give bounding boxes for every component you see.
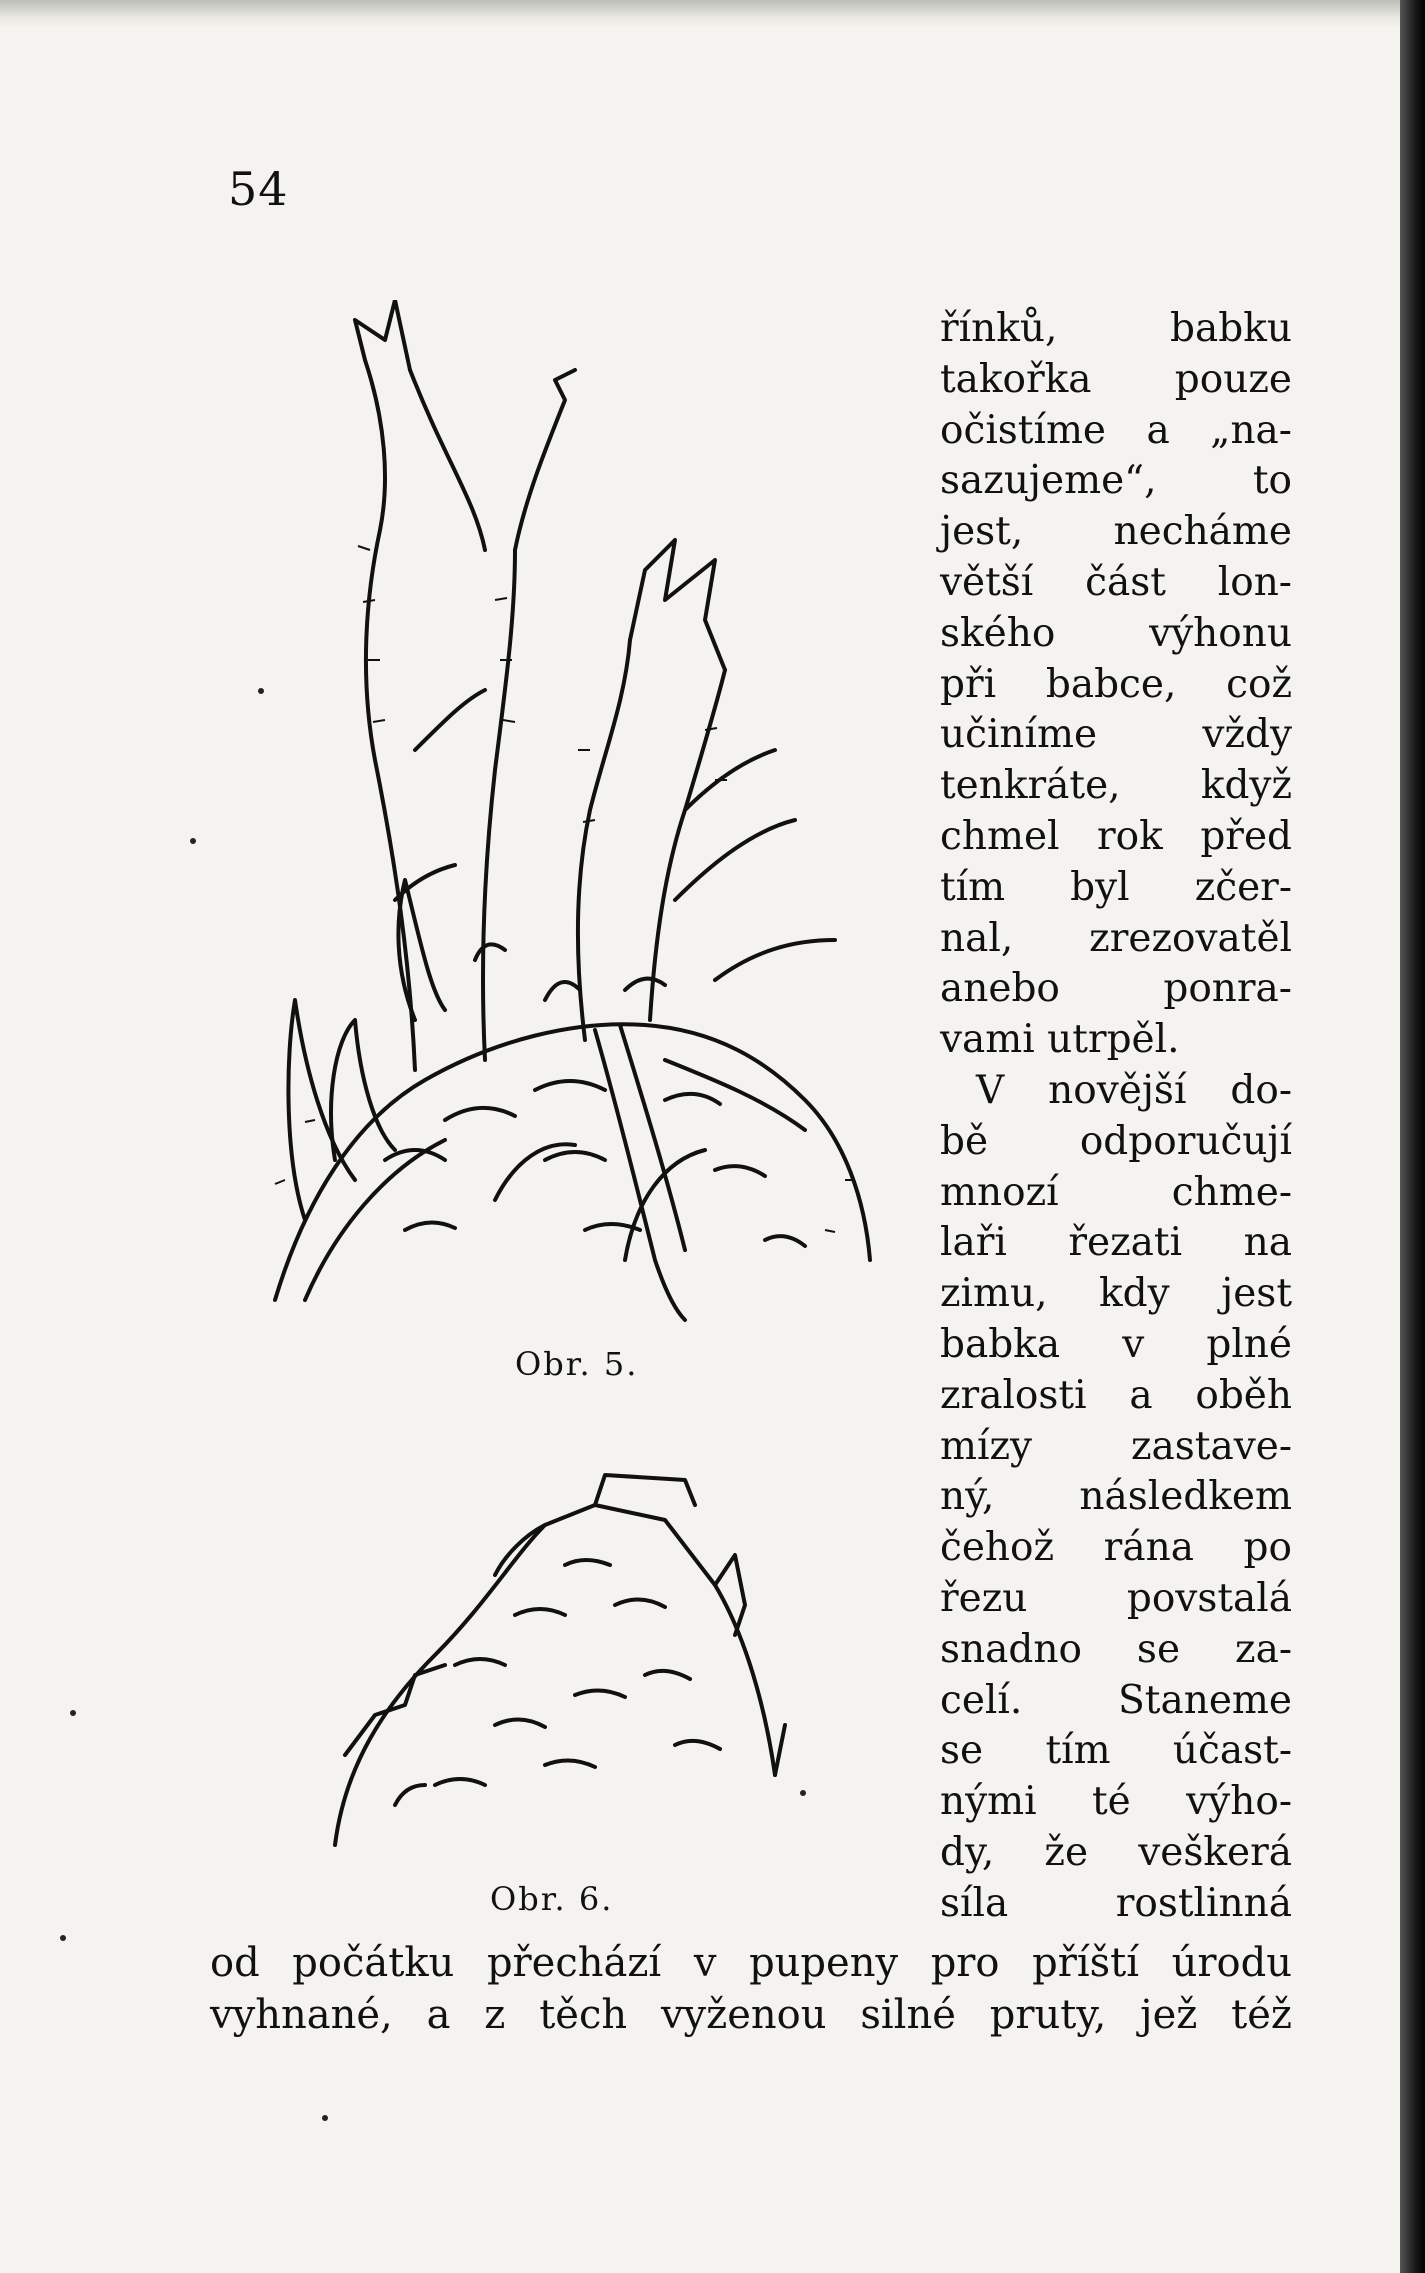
column-line: učiníme vždy [940,712,1292,758]
full-line: od počátku přechází v pupeny pro příští úrodu [210,1940,1292,1986]
column-line: sazujeme“, to [940,458,1292,504]
column-line: se tím účast- [940,1728,1292,1774]
column-line: větší část lon- [940,559,1292,605]
column-line: V novější do- [976,1067,1292,1113]
column-line: takořka pouze [940,356,1292,402]
figure-5-caption: Obr. 5. [515,1345,639,1383]
column-line: mnozí chme- [940,1169,1292,1215]
column-line: bě odporučují [940,1118,1292,1164]
trimmed-rootstock-illustration [315,1465,815,1855]
scan-speck [60,1935,66,1941]
scan-speck [70,1710,76,1716]
column-line: řezu povstalá [940,1575,1292,1621]
column-line: ný, následkem [940,1474,1292,1520]
column-line: jest, necháme [940,509,1292,555]
page-edge-shadow [1400,0,1425,2273]
full-line: vyhnané, a z těch vyženou silné pruty, jež též [210,1992,1292,2038]
column-line: celí. Staneme [940,1677,1292,1723]
column-line: zimu, kdy jest [940,1271,1292,1317]
column-line: mízy zastave- [940,1423,1292,1469]
column-line: babka v plné [940,1321,1292,1367]
column-line: laři řezati na [940,1220,1292,1266]
scan-top-shadow [0,0,1400,28]
column-line: nal, zrezovatěl [940,915,1292,961]
column-line: očistíme a „na- [940,407,1292,453]
text-column [940,304,1292,1930]
figure-6-caption: Obr. 6. [490,1880,614,1918]
column-line: dy, že veškerá [940,1829,1292,1875]
column-line: vami utrpěl. [940,1017,1180,1063]
scan-speck [800,1790,806,1796]
column-line: snadno se za- [940,1626,1292,1672]
column-line: anebo ponra- [940,966,1292,1012]
scan-speck [258,688,264,694]
column-line: čehož rána po [940,1525,1292,1571]
column-line: chmel rok před [940,813,1292,859]
column-line: síla rostlinná [940,1880,1292,1926]
column-line: při babce, což [940,661,1292,707]
column-line: tím byl zčer- [940,864,1292,910]
column-line: ského výhonu [940,610,1292,656]
column-line: zralosti a oběh [940,1372,1292,1418]
full-width-text [210,1937,1292,2041]
column-line: nými té výho- [940,1779,1292,1825]
column-line: tenkráte, když [940,763,1292,809]
page-number: 54 [228,162,289,216]
scan-speck [190,838,196,844]
scan-speck [322,2115,328,2121]
hop-rootstock-with-shoots-illustration [245,300,925,1340]
column-line: řínků, babku [940,306,1292,351]
